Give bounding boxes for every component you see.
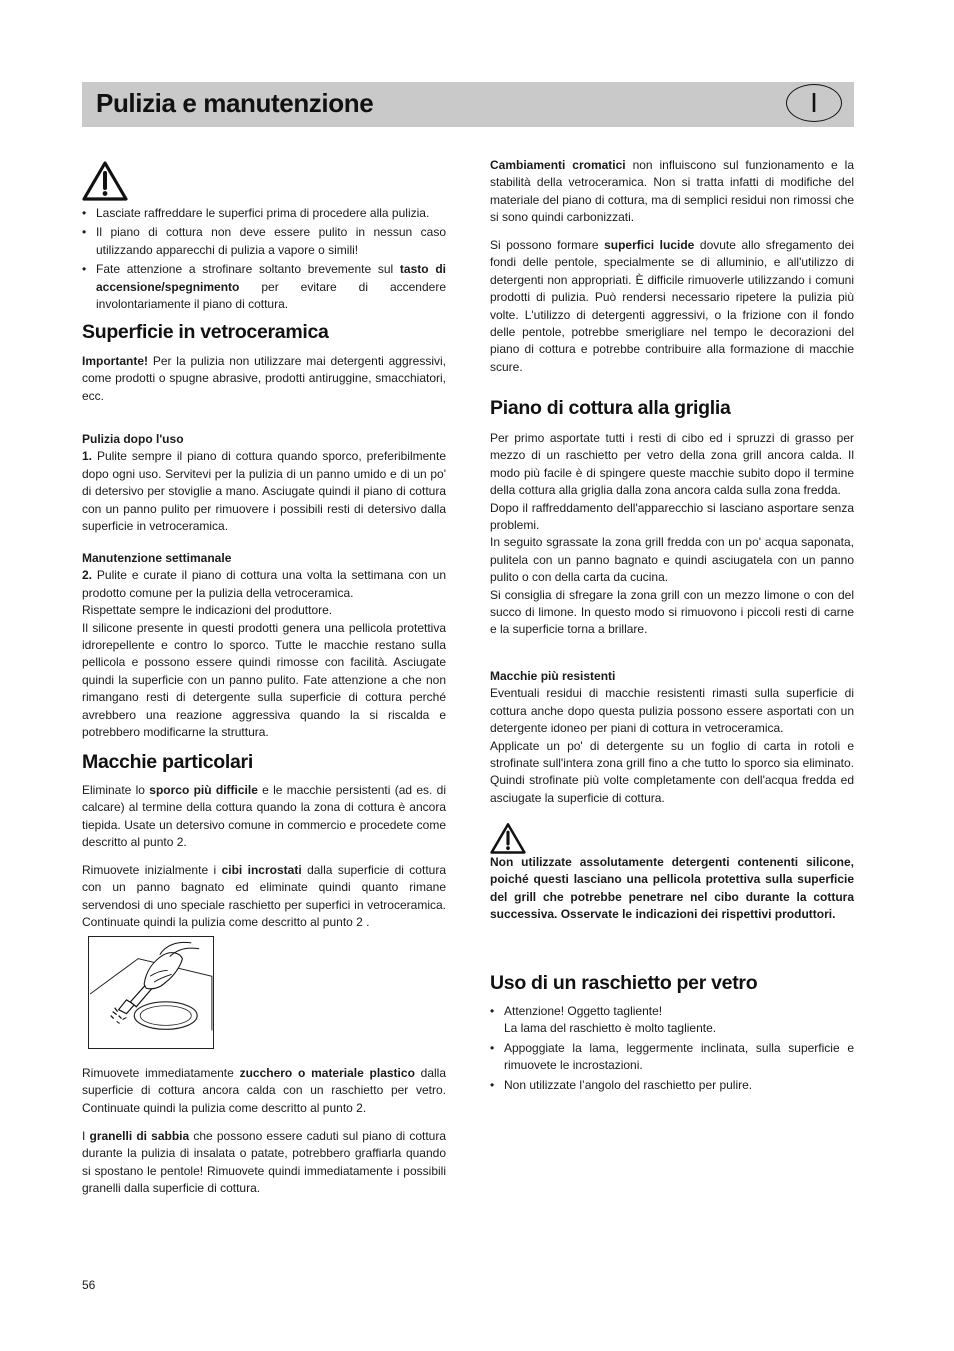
bold-text: cibi incrostati (221, 863, 302, 877)
bold-text: granelli di sabbia (89, 1129, 190, 1143)
page-title: Pulizia e manutenzione (96, 88, 374, 118)
bold-text: sporco più difficile (149, 783, 258, 797)
settimanale-line: 2. Pulite e curate il piano di cottura una volta la settimana con un prodotto comune per la pulizia della vetroceramica. (82, 568, 446, 600)
section-heading-macchie-particolari: Macchie particolari (82, 751, 253, 773)
section-heading-raschietto: Uso di un raschietto per vetro (490, 972, 758, 994)
lucide-block (490, 237, 854, 376)
warning-list-block (82, 205, 446, 315)
macchie-resistenti-block (490, 668, 854, 807)
raschietto-item (490, 1003, 854, 1038)
silicone-warning-text: Non utilizzate assolutamente detergenti contenenti silicone, poiché questi lasciano una pellicola protettiva sulla superficie del grill che potrebbe penetrare nel cibo durante la cottura successiva. Osservate le indicazioni dei rispettivi produttori. (490, 855, 854, 922)
griglia-block (490, 430, 854, 639)
macchie-paragraph: I granelli di sabbia che possono essere caduti sul piano di cottura durante la pulizia di insalata o patate, potrebbero graffiarla quando si spostano le pentole! Rimuovete quindi immediatamente i possibili granelli dalla superficie di cottura. (82, 1129, 447, 1196)
settimanale-line: Rispettate sempre le indicazioni del produttore. (82, 603, 333, 618)
settimanale-line: Il silicone presente in questi prodotti genera una pellicola protettiva idrorepellente e contro lo sporco. Tutte le macchie restano sulla pellicola e possono essere quindi rimosse con facilità. Asciugate quindi la superficie con un panno pulito. Fate attenzione a che non rimangano resti di detergente sulla superficie di cottura perché avrebbero una reazione aggressiva quando la si riscalda e potrebbero modificarne la struttura. (82, 620, 446, 740)
bold-text: 1. (82, 449, 93, 464)
cromatici-block (490, 157, 854, 227)
macchie-p2-block (82, 862, 446, 932)
lucide-paragraph: Si possono formare superfici lucide dovute allo sfregamento dei fondi delle pentole, specialmente se di alluminio, e all'utilizzo di detergenti non appropriati. È difficile rimuoverle utilizzando i comuni prodotti di pulizia. Può rendersi necessario ripetere la pulizia più volte. L'utilizzo di detergenti aggressivi, o la frizione con il fondo delle pentole, potrebbe smerigliare nel tempo le decorazioni del piano di cottura e potrebbe contribuire alla formazione di macchie scure. (490, 238, 855, 374)
warning-list (82, 205, 446, 313)
bold-text: superfici lucide (604, 238, 695, 252)
page-header (82, 82, 854, 127)
bold-text: tasto di accensione/spegnimento (96, 262, 446, 294)
raschietto-item-line: • Non utilizzate l’angolo del raschietto per pulire. (504, 1077, 753, 1092)
silicone-warning-block (490, 854, 854, 924)
bold-text: 2. (82, 568, 93, 583)
griglia-line: Dopo il raffreddamento dell'apparecchio si lasciano asportare senza problemi. (490, 500, 854, 533)
manutenzione-settimanale-block (82, 550, 446, 741)
page-number: 56 (82, 1278, 96, 1292)
bold-text: zucchero o materiale plastico (239, 1066, 415, 1080)
bold-text: Cambiamenti cromatici (490, 158, 626, 172)
raschietto-item-line: • Attenzione! Oggetto tagliente! (504, 1004, 663, 1018)
raschietto-list-block (490, 1003, 854, 1096)
cromatici-paragraph: Cambiamenti cromatici non influiscono sul funzionamento e la stabilità della vetroceramica. Non si tratta infatti di modifiche del materiale del piano di cottura, ma di semplici residui non rimossi che si sono quindi carbonizzati. (490, 158, 854, 225)
griglia-line: In seguito sgrassate la zona grill fredda con un po' acqua saponata, pulitela con un panno bagnato e quindi asciugatela con un panno pulito o con della carta da cucina. (490, 535, 854, 585)
subheading-manutenzione-settimanale: Manutenzione settimanale (82, 551, 232, 565)
raschietto-item (490, 1077, 854, 1094)
resistenti-line: Eventuali residui di macchie resistenti rimasti sulla superficie di cottura anche dopo questa pulizia possono essere asportati con un detergente idoneo per piani di cottura in vetroceramica. (490, 686, 854, 736)
raschietto-list (490, 1003, 854, 1094)
subheading-pulizia-dopo-uso: Pulizia dopo l'uso (82, 432, 184, 446)
vetroceramica-intro-block (82, 353, 446, 405)
resistenti-line: Applicate un po' di detergente su un foglio di carta in rotoli e strofinate sull'intera zona grill fino a che tutto lo sporco sia eliminato. Quindi strofinate più volte completamente con dell'acqua fredda ed asciugate la superficie di cottura. (490, 738, 854, 805)
griglia-line: Si consiglia di sfregare la zona grill con un mezzo limone o con del succo di limone. In questo modo si rimuovono i piccoli resti di carne e la superficie torna a brillare. (490, 587, 854, 637)
glass-scraper-illustration (88, 936, 214, 1049)
warning-triangle-icon (490, 822, 526, 854)
language-badge: I (786, 84, 842, 122)
warning-item: • Fate attenzione a strofinare soltanto brevemente sul tasto di accensione/spegnimento per evitare di accendere involontariamente il piano di cottura. (82, 261, 446, 313)
macchie-paragraph: Rimuovete immediatamente zucchero o materiale plastico dalla superficie di cottura ancora calda con un raschietto per vetro. Continuate quindi la pulizia come descritto al punto 2. (82, 1066, 447, 1115)
subheading-macchie-resistenti: Macchie più resistenti (490, 669, 616, 683)
vetroceramica-intro: Importante! Per la pulizia non utilizzare mai detergenti aggressivi, come prodotti o spugne abrasive, prodotti antiruggine, smacchiatori, ecc. (82, 354, 446, 403)
pulizia-dopo-uso-text: 1. Pulite sempre il piano di cottura quando sporco, preferibilmente dopo ogni uso. Servitevi per la pulizia di un panno umido e di un po' di detersivo per stoviglie a mano. Asciugate quindi il piano di cottura con un panno pulito per rimuovere i possibili resti di detersivo dalla superficie in vetroceramica. (82, 449, 446, 534)
macchie-p3-block (82, 1065, 446, 1117)
griglia-line: Per primo asportate tutti i resti di cibo ed i spruzzi di grasso per mezzo di un raschietto per vetro della zona grill ancora calda. Il modo più facile è di spingere queste macchie subito dopo il termine della cottura alla griglia dalla zona ancora calda sulla zona fredda. (490, 431, 854, 498)
pulizia-dopo-uso-block (82, 431, 446, 535)
macchie-p4-block (82, 1128, 446, 1198)
macchie-p1-block (82, 782, 446, 852)
section-heading-vetroceramica: Superficie in vetroceramica (82, 321, 329, 343)
raschietto-item (490, 1040, 854, 1075)
warning-item: • Il piano di cottura non deve essere pulito in nessun caso utilizzando apparecchi di pulizia a vapore o simili! (82, 224, 446, 259)
macchie-paragraph: Eliminate lo sporco più difficile e le macchie persistenti (ad es. di calcare) al termine della cottura quando la zona di cottura è ancora tiepida. Usate un detersivo comune in commercio e procedete come descritto al punto 2. (82, 783, 446, 850)
raschietto-item-line: • Appoggiate la lama, leggermente inclinata, sulla superficie e rimuovete le incrostazioni. (504, 1040, 854, 1073)
warning-item: • Lasciate raffreddare le superfici prima di procedere alla pulizia. (82, 205, 446, 222)
warning-triangle-icon (82, 160, 128, 201)
bold-text: Importante! (82, 354, 148, 368)
section-heading-griglia: Piano di cottura alla griglia (490, 397, 731, 419)
raschietto-item-line: La lama del raschietto è molto tagliente. (504, 1021, 717, 1036)
macchie-paragraph: Rimuovete inizialmente i cibi incrostati dalla superficie di cottura con un panno bagnato ed eliminate quindi quanto rimane servendosi di uno speciale raschietto per superfici in vetroceramica. Continuate quindi la pulizia come descritto al punto 2 . (82, 863, 446, 930)
